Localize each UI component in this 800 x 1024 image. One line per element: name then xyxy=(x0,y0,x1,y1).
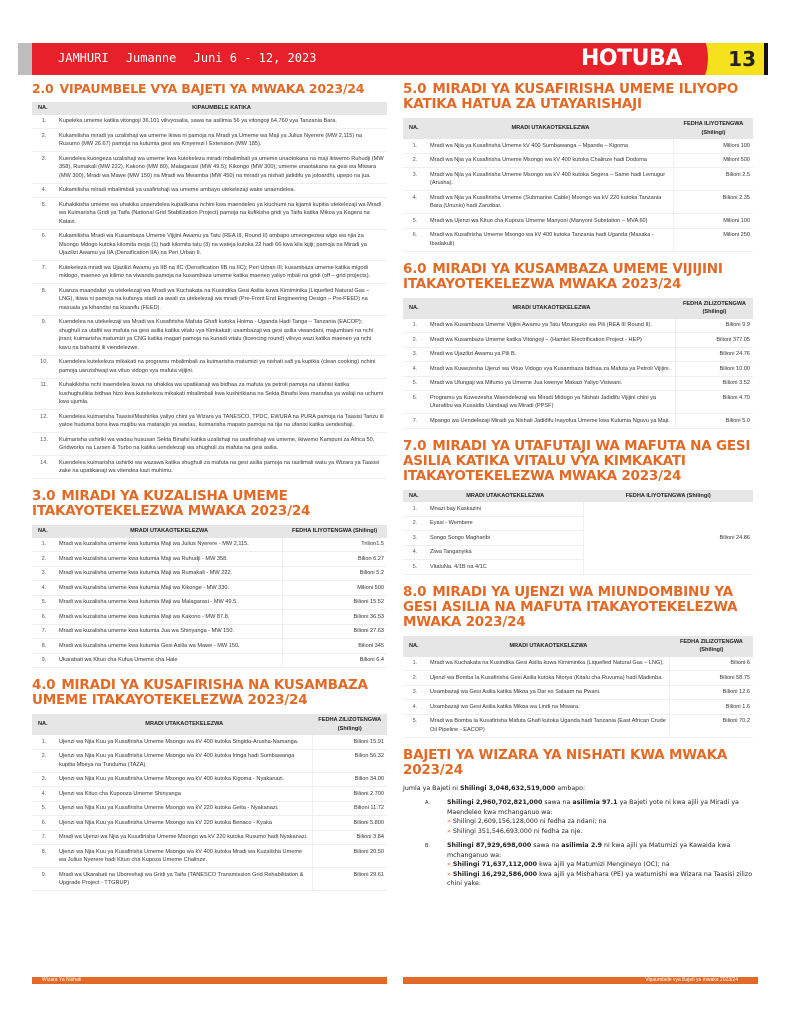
priority-text: Kutekeleza mradi wa Ujazilizi Awamu ya IIB na IIC (Densification IIB na IIC); Peri Urban III; kusambaza umeme katika migodi midogo, maeneo ya kilimo na viwanda pamoja na kusambaza umeme katika maeneo yaliyo mbali na gridi (off – grid projects). xyxy=(56,261,387,284)
funding-amount: Trilion1.5 xyxy=(282,538,387,552)
section-number: 3.0 xyxy=(32,488,56,504)
col-header-project: MRADI UTAKAOTEKELEZWA xyxy=(427,636,670,657)
table-row xyxy=(32,816,387,831)
project-name: Ujenzi wa Njia Kuu ya Kusafirisha Umeme Msongo wa kV 400 kutoka Iringa hadi Sumbawanga kupitia Mbeya na Tunduma (TAZA). xyxy=(56,749,312,772)
project-name: Usambazaji wa Gesi Asilia katika Mikoa wa Lindi na Mtwara. xyxy=(427,700,670,715)
row-number: 13. xyxy=(32,433,56,456)
issue-date: Juni 6 - 12, 2023 xyxy=(193,51,317,65)
recurrent-pe xyxy=(447,870,753,889)
project-name: Mradi wa Njia ya Kusafirisha Umeme (Submarine Cable) Msongo wa kV 220 kutoka Tanzania Bara (Ununio) hadi Zanzibar. xyxy=(427,191,674,214)
table-row xyxy=(32,787,387,802)
table-row xyxy=(403,700,753,715)
section-title-text: MIRADI YA KUZALISHA UMEME ITAKAYOTEKELEZWA MWAKA 2023/24 xyxy=(32,488,311,519)
project-name: Mradi wa Ujenzi wa Njia ya Kusafirisha Umeme Msongo wa kV 220 kutoka Rusumo hadi Nyakanazi. xyxy=(56,830,312,845)
funding-amount: Bilioni 2.35 xyxy=(674,191,753,214)
priority-text: Kuhakikisha nchi inaendelea kuwa na uhakika wa upatikanaji wa bidhaa za mafuta ya petroli pamoja na ufanisi katika kushughulikia bidhaa hizo kwa kutekeleza mikakati mbalimbali kwa kushirikiana na Sekta Binafsi kwa manufaa ya walaji na uchumi kwa ujumla. xyxy=(56,378,387,410)
oc-amount: Shilingi 71,637,112,000 xyxy=(452,861,538,868)
row-number: 4. xyxy=(32,581,56,596)
development-amount: Shilingi 2,960,702,821,000 xyxy=(447,799,543,806)
priority-text: Kukamilisha miradi mbalimbali ya usafirishaji wa umeme ambayo utekelezaji wake unaendelea. xyxy=(56,183,387,198)
project-name: VitaluNa. 4/1B na 4/1C xyxy=(427,560,583,575)
project-name: Mradi wa Ukarabati na Uboreshaji wa Gridi ya Taifa (TANESCO Transmission Grid Rehabilitation & Upgrade Project - TTGRUP) xyxy=(56,868,312,891)
project-name: Ujenzi wa Kituo cha Kupooza Umeme Shinyanga xyxy=(56,787,312,802)
rural-electrification-table xyxy=(403,298,753,429)
priority-text: Kukamilisha Mradi wa Kusambaza Umeme Vijijini Awamu ya Tatu (REA III, Round II) ambapo umeongezwa wigo wa njia za Msongo Mdogo kutoka kilomita moja (1) hadi kilomita tatu (3) na wateja kutoka 22 hadi 66 kwa kila kijiji; pamoja na Miradi ya Ujazilizi Awamu ya IIA (Densification IIA) na Peri Urban II. xyxy=(56,229,387,261)
project-name: Mradi wa Kusafirisha Umeme Msongo wa kV 400 kutoka Tanzania hadi Uganda (Masaka - Ibadakuli) xyxy=(427,228,674,251)
budget-item-recurrent xyxy=(425,841,753,889)
budget-total xyxy=(403,784,753,794)
funding-amount: Bilioni 5.0 xyxy=(676,414,753,429)
priority-text: Kuimarisha ushiriki wa wadau hususan Sekta Binafsi katika uzalishaji na usafirishaji wa umeme, ikiwemo Kampuni za Africa 50, Gridworks na Larsen & Turbo na katika uendelezaji wa shughuli za mafuta na gesi asilia. xyxy=(56,433,387,456)
budget-heading: BAJETI YA WIZARA YA NISHATI KWA MWAKA 2023/24 xyxy=(403,746,728,778)
funding-amount: Bilioni 15.52 xyxy=(282,595,387,610)
masthead-banner xyxy=(18,43,768,75)
section-5-heading xyxy=(403,82,753,112)
col-header-na: NA. xyxy=(403,636,427,657)
table-row xyxy=(403,714,753,737)
project-name: Mradi wa Bomba la Kusafirisha Mafuta Ghafi kutoka Uganda hadi Tanzania (East African Crude Oil Pipeline - EACOP) xyxy=(427,714,670,737)
project-name: Mradi wa Kuwezesha Ujenzi wa Vituo Vidogo vya Kusambaza bidhaa za Mafuta ya Petroli Vijijini. xyxy=(427,362,676,377)
project-name: Ujenzi wa Njia Kuu ya Kusafirisha Umeme Msongo wa kV 400 kutoka Kigoma - Nyakanazi. xyxy=(56,772,312,787)
priorities-table xyxy=(32,102,387,479)
row-number: 4. xyxy=(32,183,56,198)
row-number: 7. xyxy=(32,830,56,845)
col-header-na: NA. xyxy=(403,490,427,503)
budget-intro-text: Jumla ya Bajeti ni xyxy=(403,784,460,792)
funding-amount: Bilioni 2.5 xyxy=(674,168,753,191)
left-column xyxy=(32,82,387,891)
row-number: 1. xyxy=(32,538,56,552)
table-row xyxy=(403,168,753,191)
recurrent-amount: Shilingi 87,929,698,000 xyxy=(447,842,532,849)
pe-description: kwa ajili ya Mishahara (PE) ya watumishi wa Wizara na Taasisi zilizo chini yake. xyxy=(447,870,753,887)
project-name: Mradi wa kuzalisha umeme kwa kutumia Maji wa Rumakali - MW 222. xyxy=(56,566,282,581)
table-row xyxy=(32,735,387,749)
row-number: 2. xyxy=(32,749,56,772)
table-row xyxy=(403,502,753,516)
pe-amount: Shilingi 16,292,586,000 xyxy=(452,870,538,878)
project-name: Mradi wa kuzalisha umeme kwa kutumia Maji wa Julius Nyerere - MW 2,115. xyxy=(56,538,282,552)
col-header-na: NA. xyxy=(32,714,56,735)
row-number: 9. xyxy=(32,653,56,668)
table-row xyxy=(403,657,753,671)
project-name: Mpango wa Uendelezaji Miradi ya Nishati Jadidifu Inayofua Umeme kwa Kutumia Nguvu ya Maji. xyxy=(427,414,676,429)
table-row xyxy=(403,153,753,168)
connector-text: sawa na xyxy=(542,799,573,806)
table-row xyxy=(403,319,753,333)
row-number: 5. xyxy=(32,198,56,230)
row-number: 3. xyxy=(32,566,56,581)
table-row xyxy=(32,198,387,230)
funding-amount: Bilioni 70.2 xyxy=(670,714,753,737)
row-number: 9. xyxy=(32,315,56,355)
section-7-heading xyxy=(403,439,753,484)
oc-description: kwa ajili ya Matumizi Mengineyo (OC); na xyxy=(537,861,670,868)
funding-amount: Bilion 56.32 xyxy=(312,749,387,772)
funding-amount: Bilioni 5.800 xyxy=(312,816,387,831)
project-name: Ukarabati wa Kituo cha Kufua Umeme cha Hale xyxy=(56,653,282,668)
funding-amount: Bilioni 345 xyxy=(282,639,387,654)
funding-amount: Milioni 100 xyxy=(674,214,753,229)
funding-amount: Bilioni 15.91 xyxy=(312,735,387,749)
table-row xyxy=(32,845,387,868)
project-name: Mradi wa kuzalisha umeme kwa kutumia Jua wa Shinyanga - MW 150. xyxy=(56,624,282,639)
budget-summary xyxy=(403,784,753,889)
table-row xyxy=(32,868,387,891)
col-header-project: MRADI UTAKAOTEKELEZWA xyxy=(427,490,583,503)
row-number: 3. xyxy=(403,531,427,546)
priority-text: Kuhakikisha umeme wa uhakika unaendelea kupatikana nchini kwa maendeleo ya kiuchumi na kijamii kupitia utekelezaji wa Mradi wa Kuimarisha Gridi ya Taifa (National Grid Stabilization Project) pamoja na kufikisha gridi ya Taifa katika Mikoa ya Kagera na Katavi. xyxy=(56,198,387,230)
table-row xyxy=(32,115,387,129)
section-number: 2.0 xyxy=(32,81,54,96)
funding-amount: Bilioni 36.53 xyxy=(282,610,387,625)
table-row xyxy=(32,801,387,816)
table-row xyxy=(32,315,387,355)
project-name: Ujenzi wa Njia Kuu ya Kusafirisha Umeme Msongo wa kV 400 kutoka Singida-Arusha-Namanga. xyxy=(56,735,312,749)
row-number: 8. xyxy=(32,845,56,868)
funding-amount: Bilioni 2.700 xyxy=(312,787,387,802)
project-name: Mradi wa Kuchakata na Kusindika Gesi Asilia kuwa Kimiminika (Liquefied Natural Gas – LNG). xyxy=(427,657,670,671)
row-number: 9. xyxy=(32,868,56,891)
priority-text: Kuanza maandalizi ya utekelezaji wa Mradi wa Kuchakata na Kusindika Gesi Asilia kuwa Kimiminika (Liquefied Natural Gas – LNG), ikiwa ni pamoja na kufanya stadi za awali za utekelezaji wa mradi (Pre-Front End Engineering Design – Pre-FEED) na masuala ya kihandisi na kisanifu (FEED). xyxy=(56,284,387,316)
masthead-black-edge xyxy=(764,43,768,75)
priority-text: Kuendelea na utekelezaji wa Mradi wa Kusafirisha Mafuta Ghafi kutoka Hoima - Uganda Hadi Tanga – Tanzania (EACOP); shughuli za utafiti wa mafuta na gesi asilia katika vitalu vya Kimkakati; usambazaji wa gesi asilia viwandani, majumbani na nchi jirani; kuimarisha matumizi ya CNG katika magari pamoja na kunadi vitalu (licencing round) vilivyo wazi katika maeneo ya nchi kavu na baharini ili viendelezwe. xyxy=(56,315,387,355)
priority-text: Kuendelea kuimarisha Taasisi/Mashirika yaliyo chini ya Wizara ya TANESCO, TPDC, EWURA na PURA pamoja na Taasisi Tanzu ili yatoe huduma bora kwa mujibu wa matarajio ya wadau, kuimarisha mapato pamoja na tija na ufanisi katika uendeshaji. xyxy=(56,410,387,433)
row-number: 4. xyxy=(32,787,56,802)
project-name: Ujenzi wa Njia Kuu ya Kusafirisha Umeme Msongo wa kV 220 kutoka Geita - Nyakanazi. xyxy=(56,801,312,816)
funding-amount: Bilioni 6 xyxy=(670,657,753,671)
row-number: 1. xyxy=(403,657,427,671)
col-header-funding: FEDHA ILIYOTENGWA (Shilingi) xyxy=(674,118,753,139)
project-name: Mradi wa kuzalisha umeme kwa kutumia Gesi Asilia wa Mawe - MW 150. xyxy=(56,639,282,654)
section-number: 4.0 xyxy=(32,677,56,693)
table-row xyxy=(32,378,387,410)
section-number: 6.0 xyxy=(403,260,427,277)
section-title-text: MIRADI YA UJENZI WA MIUNDOMBINU YA GESI ASILIA NA MAFUTA ITAKAYOTEKELEZWA MWAKA 2023/24 xyxy=(403,583,738,630)
table-row xyxy=(32,581,387,596)
row-number: 5. xyxy=(403,714,427,737)
row-number: 2. xyxy=(32,552,56,567)
row-number: 2. xyxy=(403,671,427,686)
priority-text: Kukamilisha miradi ya uzalishaji wa umeme ikiwa ni pamoja na Mradi ya Umeme wa Maji ya Julius Nyerere (MW 2,115) na Rusumo (MW 26.67) pamoja na kutumia gesi wa Kinyerezi I Extension (MW 185). xyxy=(56,129,387,152)
project-name: Mradi wa Njia ya Kusafirisha Umeme Msongo wa kV 400 kutoka Segera – Same hadi Lemugur (Arusha). xyxy=(427,168,674,191)
item-letter: B. xyxy=(425,843,431,849)
project-name: Ziwa Tanganyika xyxy=(427,545,583,560)
priority-text: Kuendelea kuimarisha ushiriki wa wazawa katika shughuli za mafuta na gesi asilia pamoja na rasilimali watu ya Wizara ya Taasisi zake na upatikanaji wa vitendea kazi muhimu. xyxy=(56,456,387,479)
table-row xyxy=(403,414,753,429)
project-name: Mradi wa kuzalisha umeme kwa kutumia Maji wa Malagarasi - MW 49.5. xyxy=(56,595,282,610)
table-row xyxy=(32,595,387,610)
table-row xyxy=(403,347,753,362)
col-header-na: NA. xyxy=(32,102,56,115)
connector-text: sawa na xyxy=(531,842,562,849)
section-number: 5.0 xyxy=(403,81,427,97)
section-2-heading xyxy=(32,82,387,96)
funding-amount: Milioni 100 xyxy=(674,139,753,153)
publication-name: JAMHURI xyxy=(58,51,109,65)
col-header-na: NA. xyxy=(32,525,56,538)
row-number: 2. xyxy=(403,333,427,348)
budget-item-development xyxy=(425,798,753,836)
table-row xyxy=(32,229,387,261)
funding-amount: Bilioni 3.84 xyxy=(312,830,387,845)
transmission-preparation-table xyxy=(403,118,753,252)
row-number: 7. xyxy=(32,261,56,284)
row-number: 6. xyxy=(403,228,427,251)
project-name: Mradi wa Njia ya Kusafirisha Umeme Msongo wa kV 400 kutoka Chalinze hadi Dodoma xyxy=(427,153,674,168)
funding-amount: Bilioni 12.6 xyxy=(670,685,753,700)
project-name: Mradi wa kuzalisha umeme kwa kutumia Maji wa Kakono - MW 87.8. xyxy=(56,610,282,625)
generation-projects-table xyxy=(32,525,387,668)
section-title-text: MIRADI YA KUSAFIRISHA UMEME ILIYOPO KATIKA HATUA ZA UTAYARISHAJI xyxy=(403,81,739,112)
project-name: Mradi wa Kusambaza Umeme katika Vitongoji – (Hamlet Electrification Project - HEP) xyxy=(427,333,676,348)
col-header-funding: FEDHA ZILIZOTENGWA (Shilingi) xyxy=(670,636,753,657)
table-row xyxy=(32,552,387,567)
col-header-priority: KIPAUMBELE KATIKA xyxy=(56,102,387,115)
table-row xyxy=(32,749,387,772)
footer-topic: Vipaumbele vya Bajeti ya mwaka 2023/24 xyxy=(645,977,738,983)
project-name: Mradi wa Kusambaza Umeme Vijijini Awamu ya Tatu Mzunguko wa Pili (REA III Round II). xyxy=(427,319,676,333)
footer-right-bar xyxy=(403,977,758,984)
row-number: 3. xyxy=(403,168,427,191)
row-number: 6. xyxy=(32,610,56,625)
project-name: Mnazi bay Kaskazini xyxy=(427,502,583,516)
project-name: Mradi wa Ujenzi wa Kituo cha Kupoza Umeme Manyoni (Manyoni Substation – MVA 60) xyxy=(427,214,674,229)
table-row xyxy=(403,391,753,414)
section-number: 7.0 xyxy=(403,437,427,454)
table-row xyxy=(32,284,387,316)
table-row xyxy=(403,671,753,686)
funding-amount: Milioni 250 xyxy=(674,228,753,251)
col-header-na: NA. xyxy=(403,118,427,139)
funding-amount: Milioni 500 xyxy=(674,153,753,168)
row-number: 3. xyxy=(32,772,56,787)
table-row xyxy=(32,538,387,552)
row-number: 5. xyxy=(403,376,427,391)
row-number: 14. xyxy=(32,456,56,479)
row-number: 2. xyxy=(32,129,56,152)
funding-amount: Bilioni 3.52 xyxy=(676,376,753,391)
issue-dateline xyxy=(58,51,326,65)
col-header-project: MRADI UTAKAOTEKELEZWA xyxy=(427,298,676,319)
section-number: 8.0 xyxy=(403,583,427,600)
table-row xyxy=(32,830,387,845)
table-row xyxy=(32,610,387,625)
row-number: 5. xyxy=(32,595,56,610)
funding-amount: Bilioni 1.6 xyxy=(670,700,753,715)
right-column xyxy=(403,82,753,894)
funding-amount: Bilioni 29.61 xyxy=(312,868,387,891)
recurrent-percentage: asilimia 2.9 xyxy=(561,842,603,849)
table-row xyxy=(32,261,387,284)
row-number: 4. xyxy=(403,191,427,214)
table-row xyxy=(32,183,387,198)
section-title: HOTUBA xyxy=(581,46,682,71)
project-name: Songo Songo Magharibi xyxy=(427,531,583,546)
priority-text: Kupeleka umeme katika vitongoji 36,101 vilivyosalia, sawa na asilimia 56 ya vitongoji 64,760 vya Tanzania Bara. xyxy=(56,115,387,129)
transmission-projects-table xyxy=(32,714,387,891)
row-number: 2. xyxy=(403,516,427,531)
project-name: Mradi wa Ujazilizi Awamu ya Pili B. xyxy=(427,347,676,362)
section-title-text: VIPAUMBELE VYA BAJETI YA MWAKA 2023/24 xyxy=(59,81,365,96)
row-number: 3. xyxy=(403,685,427,700)
col-header-project: MRADI UTAKAOTEKELEZWA xyxy=(56,714,312,735)
project-name: Mradi wa kuzalisha umeme kwa kutumia Maji wa Ruhudji - MW 358. xyxy=(56,552,282,567)
table-row xyxy=(403,685,753,700)
funding-amount: Milioni 500 xyxy=(282,581,387,596)
issue-day: Jumanne xyxy=(125,51,177,65)
table-row xyxy=(403,228,753,251)
page-number: 13 xyxy=(728,47,756,71)
row-number: 3. xyxy=(32,152,56,184)
development-foreign-funds: » Shilingi 351,546,693,000 ni fedha za nje. xyxy=(447,827,753,837)
table-row xyxy=(403,362,753,377)
development-description: ya Bajeti yote ni kwa ajili ya Miradi ya Maendeleo kwa mchanganuo wa: xyxy=(447,799,739,816)
section-3-heading xyxy=(32,489,387,519)
gas-infrastructure-table xyxy=(403,636,753,738)
row-number: 8. xyxy=(32,284,56,316)
budget-intro-suffix: ambapo: xyxy=(555,784,586,792)
row-number: 1. xyxy=(32,115,56,129)
priority-text: Kuendelea kutekeleza mikakati na programu mbalimbali za kuimarisha matumizi ya nishati safi ya kupikia (clean cooking) nchini pamoja uanzishwaji wa vituo vidogo vya mafuta vijijini. xyxy=(56,355,387,378)
row-number: 5. xyxy=(32,801,56,816)
funding-amount: Bilioni 377.05 xyxy=(676,333,753,348)
row-number: 4. xyxy=(403,545,427,560)
row-number: 5. xyxy=(403,214,427,229)
row-number: 1. xyxy=(403,502,427,516)
row-number: 6. xyxy=(32,816,56,831)
row-number: 1. xyxy=(403,139,427,153)
combined-funding-amount: Bilioni 24.86 xyxy=(583,502,753,574)
table-row xyxy=(32,456,387,479)
table-row xyxy=(32,772,387,787)
funding-amount: Bilion 34.00 xyxy=(312,772,387,787)
development-percentage: asilimia 97.1 xyxy=(572,799,618,806)
col-header-project: MRADI UTAKAOTEKELEZWA xyxy=(427,118,674,139)
col-header-funding: FEDHA ILIYOTENGWA (Shilingi) xyxy=(282,525,387,538)
project-name: Ujenzi wa Bomba la Kusafirisha Gesi Asilia kutoka Ntorya (Kitalu cha Ruvuma) hadi Madimba. xyxy=(427,671,670,686)
footer-ministry: Wizara Ya Nishati xyxy=(42,977,82,983)
col-header-project: MRADI UTAKAOTEKELEZWA xyxy=(56,525,282,538)
col-header-na: NA. xyxy=(403,298,427,319)
row-number: 8. xyxy=(32,639,56,654)
row-number: 5. xyxy=(403,560,427,575)
row-number: 12. xyxy=(32,410,56,433)
project-name: Ujenzi wa Njia Kuu ya Kusafirisha Umeme Msongo wa kV 220 kutoka Benaco - Kyaka xyxy=(56,816,312,831)
table-row xyxy=(403,214,753,229)
row-number: 1. xyxy=(32,735,56,749)
section-title-text: MIRADI YA UTAFUTAJI WA MAFUTA NA GESI ASILIA KATIKA VITALU VYA KIMKAKATI ITAKAYOTEKELEZWA MWAKA 2023/24 xyxy=(403,437,751,484)
project-name: Eyasi - Wembere xyxy=(427,516,583,531)
table-row xyxy=(32,129,387,152)
row-number: 4. xyxy=(403,700,427,715)
row-number: 3. xyxy=(403,347,427,362)
funding-amount: Bilioni 11.72 xyxy=(312,801,387,816)
table-row xyxy=(32,566,387,581)
funding-amount: Bilioni 24.76 xyxy=(676,347,753,362)
funding-amount: Bilioni 4.70 xyxy=(676,391,753,414)
project-name: Ujenzi wa Njia Kuu ya Kusafirisha Umeme Msongo wa kV 400 kutoka Mradi wa Kuzalisha Umeme wa Julius Nyerere hadi Kituo cha Kupoza Umeme Chalinze. xyxy=(56,845,312,868)
budget-total-amount: Shilingi 3,048,632,519,000 xyxy=(459,784,556,792)
funding-amount: Bilion 6.27 xyxy=(282,552,387,567)
project-name: Mradi wa kuzalisha umeme kwa kutumia Maji wa Kikonge - MW 330. xyxy=(56,581,282,596)
col-header-funding: FEDHA ILIYOTENGWA (Shilingi) xyxy=(583,490,753,503)
table-row xyxy=(403,333,753,348)
recurrent-oc xyxy=(447,860,753,870)
table-row xyxy=(403,139,753,153)
row-number: 11. xyxy=(32,378,56,410)
table-row xyxy=(32,355,387,378)
masthead-grey-tab xyxy=(18,43,32,75)
table-row xyxy=(403,376,753,391)
section-8-heading xyxy=(403,585,753,630)
col-header-funding: FEDHA ZILIZOTENGWA (Shilingi) xyxy=(312,714,387,735)
col-header-funding: FEDHA ZILIZOTENGWA (Shilingi) xyxy=(676,298,753,319)
table-row xyxy=(32,410,387,433)
project-name: Mradi wa Njia ya Kusafirisha Umeme kV 400 Sumbawanga – Mpanda – Kigoma xyxy=(427,139,674,153)
row-number: 7. xyxy=(403,414,427,429)
row-number: 2. xyxy=(403,153,427,168)
recurrent-description: ni kwa ajili ya Matumizi ya Kawaida kwa mchanganuo wa: xyxy=(447,842,731,859)
row-number: 10. xyxy=(32,355,56,378)
row-number: 1. xyxy=(403,319,427,333)
row-number: 7. xyxy=(32,624,56,639)
project-name: Programu ya Kuwezesha Waendelezaji wa Miradi Midogo ya Nishati Jadidifu Vijijini chini ya Utaratibu wa Kusaidia Uandaaji wa Miradi (PPSF) xyxy=(427,391,676,414)
project-name: Usambazaji wa Gesi Asilia katika Mikoa ya Dar es Salaam na Pwani. xyxy=(427,685,670,700)
development-domestic-funds: » Shilingi 2,609,156,128,000 ni fedha za ndani; na xyxy=(447,817,753,827)
funding-amount: Bilioni 9.9 xyxy=(676,319,753,333)
funding-amount: Bilioni 20.50 xyxy=(312,845,387,868)
table-row xyxy=(32,152,387,184)
row-number: 4. xyxy=(403,362,427,377)
funding-amount: Bilioni 10.00 xyxy=(676,362,753,377)
table-row xyxy=(403,191,753,214)
funding-amount: Bilioni 27.63 xyxy=(282,624,387,639)
priority-text: Kuendelea kuongeza uzalishaji wa umeme kwa kutekeleza miradi mbalimbali ya umeme unaotokana na maji ikiwemo Ruhudji (MW 358), Rumakali (MW 222), Kakono (MW 80), Malagarasi (MW 49.5); Kikongo (MW 300); umeme unaotakana na gesi wa Mtwara (MW 300), Mradi wa Mawe (MW 150) na Mradi wa Mwamba (MW 450) na miradi ya nishati jadidifu ya jotoardhi, upepo na jua. xyxy=(56,152,387,184)
item-letter: A. xyxy=(425,800,430,806)
section-title-text: MIRADI YA KUSAFIRISHA NA KUSAMBAZA UMEME ITAKAYOTEKELEZWA 2023/24 xyxy=(32,677,368,708)
row-number: 6. xyxy=(32,229,56,261)
table-row xyxy=(32,624,387,639)
row-number: 6. xyxy=(403,391,427,414)
section-title-text: MIRADI YA KUSAMBAZA UMEME VIJIJINI ITAKAYOTEKELEZWA MWAKA 2023/24 xyxy=(403,260,723,292)
section-6-heading xyxy=(403,262,753,292)
table-row xyxy=(32,433,387,456)
funding-amount: Bilioni 6.4 xyxy=(282,653,387,668)
footer-left-bar xyxy=(32,977,387,984)
table-row xyxy=(32,639,387,654)
project-name: Mradi wa Ufungaji wa Mifumo ya Umeme Jua kwenye Makazi Yaliyo Visiwani. xyxy=(427,376,676,391)
funding-amount: Bilioni 58.75 xyxy=(670,671,753,686)
funding-amount: Bilioni 5.2 xyxy=(282,566,387,581)
section-4-heading xyxy=(32,678,387,708)
exploration-blocks-table xyxy=(403,490,753,575)
table-row xyxy=(32,653,387,668)
